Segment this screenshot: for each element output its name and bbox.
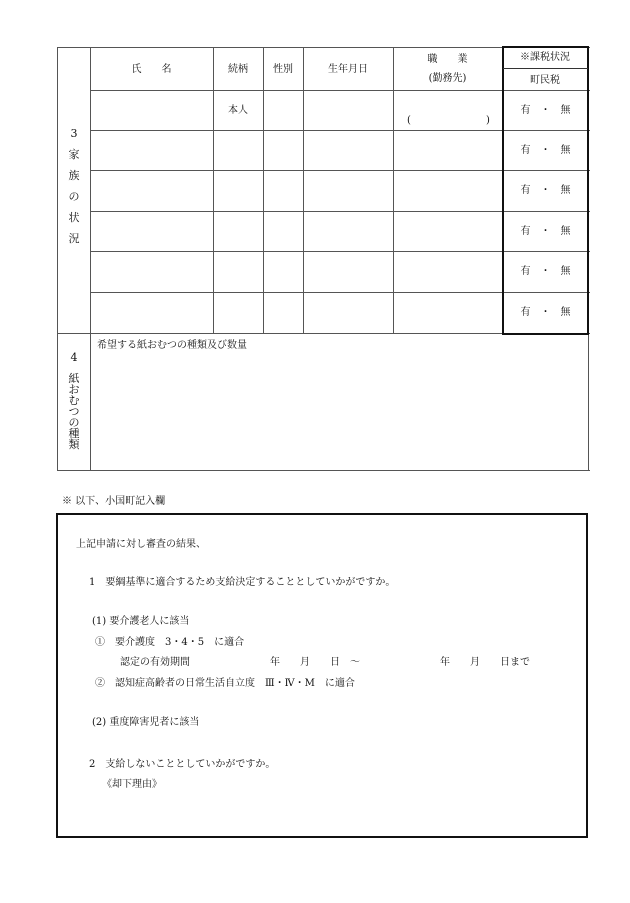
header-workplace: (勤務先) [428,73,467,84]
header-tax-status: ※課税状況 [520,52,570,63]
tax-option-row3[interactable]: 有 ・ 無 [520,185,571,196]
tax-option-row1[interactable]: 有 ・ 無 [520,105,571,116]
review-intro: 上記申請に対し審査の結果、 [76,539,206,550]
review-deny-reason: 《却下理由》 [102,779,162,790]
tax-option-row5[interactable]: 有 ・ 無 [520,266,571,277]
review-disabled-child: (2) 重度障害児者に該当 [92,717,200,728]
office-use-note: ※ 以下、小国町記入欄 [62,496,166,507]
header-name: 氏 名 [131,64,172,75]
review-approve-question: 1 要綱基準に適合するため支給決定することとしていかがですか。 [89,577,396,588]
family-section-label: 3 家 族 の 状 況 [68,127,80,245]
tax-option-row6[interactable]: 有 ・ 無 [520,307,571,318]
review-deny-question: 2 支給しないこととしていかがですか。 [89,759,276,770]
row1-workplace-close-paren: ) [486,115,490,126]
review-care-level: ① 要介護度 3・4・5 に適合 [95,637,245,648]
review-validity-period: 認定の有効期間 年 月 日 ～ 年 月 日まで [120,657,530,668]
header-town-tax: 町民税 [530,75,560,86]
tax-option-row2[interactable]: 有 ・ 無 [520,145,571,156]
review-dementia-level: ② 認知症高齢者の日常生活自立度 Ⅲ・Ⅳ・M に適合 [95,678,355,689]
diaper-section-number: 4 [70,351,78,364]
header-birthdate: 生年月日 [328,64,368,75]
header-occupation: 職 業 [427,54,468,65]
header-relation: 続柄 [228,64,248,75]
diaper-section-label: 4 紙 お む つ の 種 類 [68,351,80,451]
review-care-elderly: (1) 要介護老人に該当 [92,616,190,627]
tax-option-row4[interactable]: 有 ・ 無 [520,226,571,237]
diaper-request-prompt: 希望する紙おむつの種類及び数量 [97,340,247,351]
header-sex: 性別 [273,64,293,75]
row1-workplace-open-paren: ( [407,115,411,126]
row1-relation: 本人 [228,105,248,116]
family-section-number: 3 [70,127,78,140]
